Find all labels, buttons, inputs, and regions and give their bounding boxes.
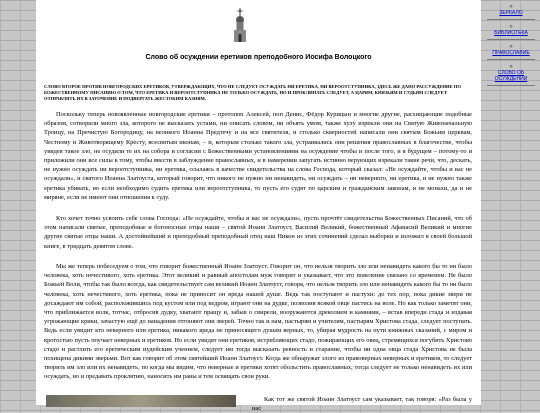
paragraph: Как тот же святой Иоанн Златоуст сам указывает, так говоря: «Раз была у нас [252,396,472,413]
paragraph: Мы же теперь побеседуем о том, что говорит божественный Иоанн Златоуст. Говорит он, что нельзя творить зло или ненавидеть какого бы то ни было человека, хоть нечестивого, хоть еретика. Этот великий и равный апостолам муж говорит и указывает, что это повеление связано со временем. Не было Божьей Воли, чтобы так было всегда, как свидетельствует сам великий Иоанн Златоуст, говоря, что нельзя творить зло или ненавидеть какого бы то ни было человека, хоть нечестивого, хоть еретика, пока не приносит он вреда нашей душе. Ведь так поступают и пастухи: до тех пор, пока дикие звери не досаждают им собой, расположившись под кустом или под кедром, играют они на дудке, позволив всякой овце пастись на воле. Но как только заметят они, что приближается волк, тотчас, отбросив дудку, хватают пращу и, забыв о свирели, вооружаются дреколием и камнями, – встав впереди стада и издавая угрожающие крики, зачастую ещё до нападения отгоняют они зверей. Точно так и нам, пастырям и учителям, пастырям Христова стада, следует поступать. Ведь если увидит кто неверного или еретика, никакого вреда не приносящего душам верных, то, убирая мудрость на пути книжных сказаний, с миром и кротостью пусть поучает неверных и еретиков. Но если увидят они еретиков, истребляющих стадо, пожирающих его овец, стремящихся погубить Христово стадо и растлить его еретическим иудейским учением, следует им тогда высказать ревность и старание, чтобы ни одна овца стада Христова не была похищена дикими зверьми. Вот как говорит об этом святейший Иоанн Златоуст. Когда же обнаружат злого из правоверных неверных и еретиков, то следует творить им зло или их ненавидеть, по когда мы видим, что неверные и еретики хотят обольстить православных, тогда следует не только ненавидеть их или осуждать, но и предавать проклятию, наносить им раны и тем освящать свои руки. [44,263,472,381]
sidebar-link-current[interactable]: СЛОВО ОБ ОСУЖДЕНИИ [494,70,528,82]
arrow-icon: » [509,64,513,70]
arrow-icon: » [509,44,513,50]
arrow-icon: » [509,24,513,30]
arrow-icon: » [509,4,513,10]
sidebar-link-mirror[interactable]: ЗЕРКАЛО [499,10,523,16]
divider [487,59,535,60]
photo-image [46,395,236,407]
paragraph: Поскольку теперь новоявленные новгородские еретики – протопоп Алексей, поп Денис, Фёдор Курицын и многие другие, расхищающие подобные образом, сотворили много зла, которого не высказать устами, ни описать словом, ни объять умом, также хулу изрекли они на Святую Живоначальную Троицу, на Пречистую Богородицу, на великого Иоанна Предтечу и на все святителя, и столько скверностей написали они святым Божьим церквам, Честному и Животворящему Кресту, всесвятым иконам, – и, которым столько такого зла, устраивались они решения православных в благочестие, чтобы увидев такое зло, не осудили те их на собора и согласии с Божественными установлениями на осуждение чтобы и после того, и в будущем – потому-то и приложили они все силы к тому, чтобы ввести в заблуждение православных, и в намерении запугать истинно верующих изрекали такие речи, что, дескать, не нужно осуждать ни вероотступника, ни еретика, ссылаясь в качестве свидетельства на слова Господа, который сказал: «Не осуждайте, чтобы и вас не осуждали», и святого Иоанна Златоуста, который говорит, что никого не нужно ни ненавидеть, ни осуждать – ни неверного, ни еретика, и не нужно также еретика убивать, но если необходимо судить еретика или вероотступника, то пусть его судят по царским и гражданским законам, и не монахи, да и не мирянe, если не имеют они отношения к суду. [44,111,472,201]
document-page [36,0,481,413]
page-title: Слово об осуждении еретиков преподобного Иосифа Волоцкого [145,54,372,61]
paragraph: Кто хочет точно усвоить себе слова Господа: «Не осуждайте, чтобы и вас не осуждали», пусть прочтёт свидетельства Божественных Писаний, что об этом написали святые, преподобные и богоносные отцы наши – святой Иоанн Златоуст, Василий Великий, божественный Афанасий Великий и многие другие святые отцы наши. А достойнейший и преподобный преподобный отец наш Никон из этих сочинений сделал выборки и изложил в своей большой книге, в тридцать девятом слове. [44,215,472,250]
divider [487,19,535,20]
church-icon [232,8,248,42]
sidebar-nav [485,4,537,90]
divider [487,39,535,40]
page-subtitle: СЛОВО ВТОРОЕ ПРОТИВ НОВГОРОДСКИХ ЕРЕТИКОВ, УТВЕРЖДАЮЩИХ, ЧТО НЕ СЛЕДУЕТ ОСУЖДАТЬ НИ ЕРЕТИКА, НИ ВЕРООТСТУПНИКА, ЗДЕСЬ ЖЕ ДАНО РАССУЖДЕНИЕ ПО БОЖЕСТВЕННОМУ ПИСАНИЮ О ТОМ, ЧТО ЕРЕТИКА И ВЕРООТСТУПНИКА НЕ ТОЛЬКО ОСУЖДАТЬ, НО И ПРОКЛИНАТЬ СЛЕДУЕТ, А ЦАРЯМ, КНЯЗЬЯМ И СУДЬЯМ СЛЕДУЕТ ОТПРАВЛЯТЬ ИХ В ЗАТОЧЕНИЕ И ПОДВЕРГАТЬ ЖЕСТОКИМ КАЗНЯМ. [44,84,461,102]
divider [487,85,535,86]
sidebar-link-library[interactable]: БИБЛИОТЕКА [494,30,528,36]
sidebar-link-orthodoxy[interactable]: ПРАВОСЛАВИЕ [492,50,530,56]
